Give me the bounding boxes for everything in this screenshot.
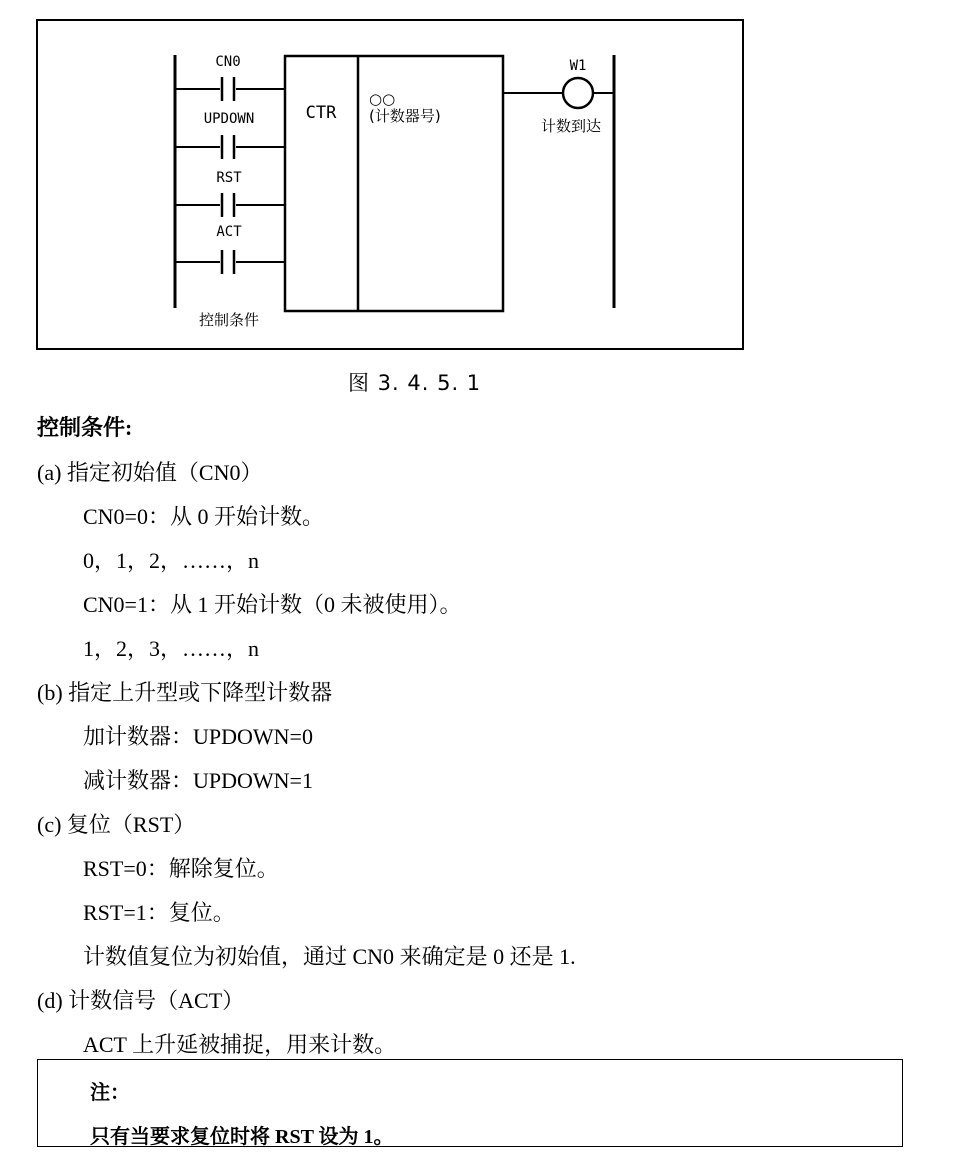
item-b-line1: 加计数器：UPDOWN=0	[83, 724, 313, 749]
ctr-label: CTR	[305, 103, 337, 123]
ladder-diagram-graphic	[0, 0, 960, 360]
output-coil	[563, 78, 593, 108]
contact-label-cn0: CN0	[215, 54, 241, 70]
contact-cn0	[175, 77, 285, 101]
item-b-title: (b) 指定上升型或下降型计数器	[37, 680, 333, 705]
item-b-line2: 减计数器：UPDOWN=1	[83, 768, 313, 793]
item-c-line2: RST=1：复位。	[83, 900, 235, 925]
contact-rst	[175, 193, 285, 217]
item-c-line1: RST=0：解除复位。	[83, 856, 279, 881]
item-c-line3: 计数值复位为初始值，通过 CN0 来确定是 0 还是 1.	[83, 944, 576, 969]
ladder-diagram	[0, 0, 960, 360]
item-a-line3: CN0=1：从 1 开始计数（0 未被使用）。	[83, 592, 462, 617]
note-title: 注：	[90, 1082, 130, 1104]
contact-label-rst: RST	[216, 170, 242, 186]
note-body: 只有当要求复位时将 RST 设为 1。	[90, 1126, 394, 1148]
diagram-frame	[37, 20, 743, 349]
counter-number-label: (计数器号)	[369, 107, 441, 125]
contact-label-act: ACT	[216, 224, 242, 240]
item-d-line1: ACT 上升延被捕捉，用来计数。	[83, 1032, 397, 1057]
note-box	[37, 1059, 903, 1147]
item-d-title: (d) 计数信号（ACT）	[37, 988, 245, 1013]
figure-caption: 图 3. 4. 5. 1	[348, 371, 482, 395]
section-title: 控制条件:	[37, 415, 133, 440]
contact-label-updown: UPDOWN	[203, 111, 255, 127]
item-c-title: (c) 复位（RST）	[37, 812, 196, 837]
output-name: W1	[569, 58, 587, 74]
output-label: 计数到达	[540, 117, 602, 135]
item-a-line4: 1，2，3，……，n	[83, 636, 260, 661]
item-a-line1: CN0=0：从 0 开始计数。	[83, 504, 324, 529]
item-a-line2: 0，1，2，……，n	[83, 548, 260, 573]
contact-act	[175, 250, 285, 274]
control-condition-label: 控制条件	[198, 311, 260, 329]
counter-symbol: ○○	[369, 90, 396, 108]
contact-updown	[175, 135, 285, 159]
item-a-title: (a) 指定初始值（CN0）	[37, 460, 263, 485]
